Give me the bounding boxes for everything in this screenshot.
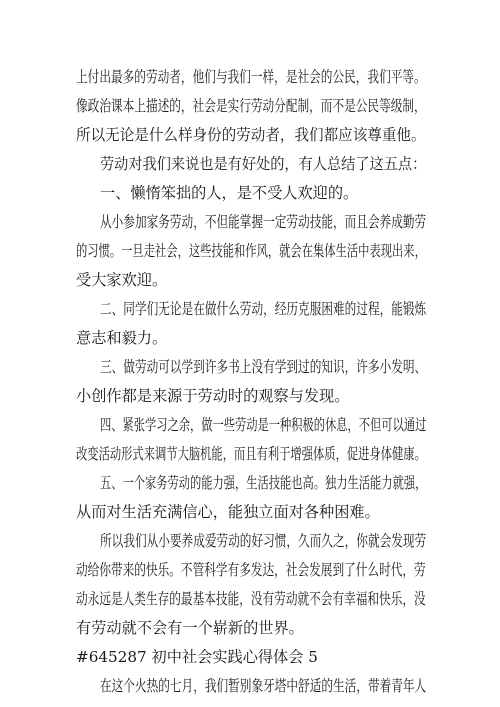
paragraph-line: 小创作都是来源于劳动时的观察与发现。 <box>76 387 350 405</box>
paragraph-line: 在这个火热的七月，我们暂别象牙塔中舒适的生活，带着青年人 <box>100 677 427 695</box>
paragraph-line: 从小参加家务劳动，不但能掌握一定劳动技能，而且会养成勤劳 <box>100 213 427 231</box>
paragraph-line: 动给你带来的快乐。不管科学有多发达，社会发展到了什么时代，劳 <box>76 561 426 579</box>
list-item-heading: 五、一个家务劳动的能力强，生活技能也高。独力生活能力就强， <box>100 474 427 492</box>
paragraph-line: 有劳动就不会有一个崭新的世界。 <box>76 619 304 637</box>
paragraph-line: 的习惯。一旦走社会，这些技能和作风，就会在集体生活中表现出来， <box>76 242 426 260</box>
paragraph-line: 上付出最多的劳动者，他们与我们一样，是社会的公民，我们平等。 <box>76 68 426 86</box>
paragraph-line: 受大家欢迎。 <box>76 271 168 289</box>
list-item-heading: 一、懒惰笨拙的人，是不受人欢迎的。 <box>100 184 359 202</box>
paragraph-line: 像政治课本上描述的，社会是实行劳动分配制，而不是公民等级制， <box>76 97 426 115</box>
paragraph-line: 所以无论是什么样身份的劳动者，我们都应该尊重他。 <box>76 126 426 144</box>
list-item-heading: 四、紧张学习之余，做一些劳动是一种积极的休息，不但可以通过 <box>100 416 427 434</box>
paragraph-line: 劳动对我们来说也是有好处的，有人总结了这五点： <box>100 155 427 173</box>
paragraph-line: 从而对生活充满信心，能独立面对各种困难。 <box>76 503 380 521</box>
section-heading: #645287 初中社会实践心得体会 5 <box>76 648 318 666</box>
paragraph-line: 所以我们从小要养成爱劳动的好习惯，久而久之，你就会发现劳 <box>100 532 427 550</box>
paragraph-line: 改变活动形式来调节大脑机能，而且有利于增强体质，促进身体健康。 <box>76 445 426 463</box>
paragraph-line: 动永远是人类生存的最基本技能，没有劳动就不会有幸福和快乐，没 <box>76 590 426 608</box>
list-item-heading: 二、同学们无论是在做什么劳动，经历克服困难的过程，能锻炼 <box>100 300 427 318</box>
list-item-heading: 三、做劳动可以学到许多书上没有学到过的知识，许多小发明、 <box>100 358 427 376</box>
paragraph-line: 意志和毅力。 <box>76 329 168 347</box>
